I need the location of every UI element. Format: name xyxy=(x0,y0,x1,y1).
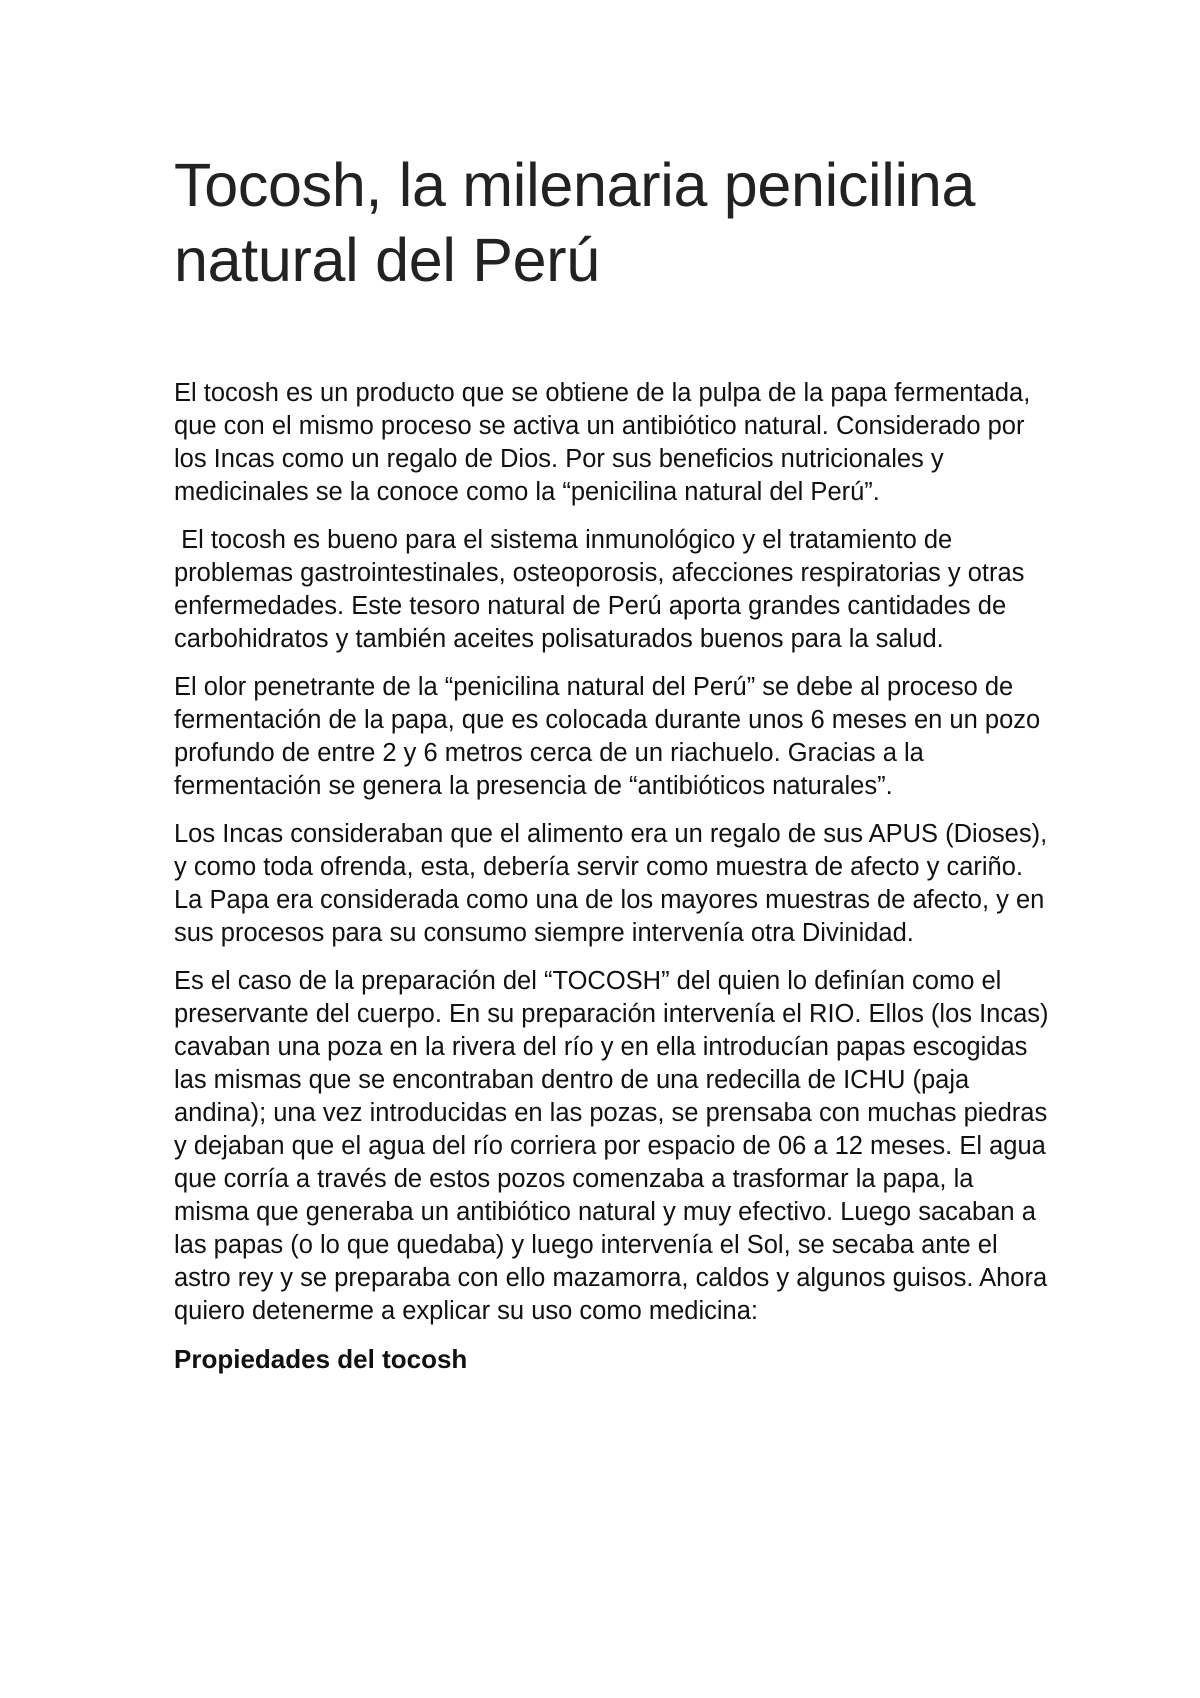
document-title: Tocosh, la milenaria penicilina natural del Perú xyxy=(174,151,976,294)
document-body xyxy=(174,148,1054,1376)
paragraph-incas: Los Incas consideraban que el alimento era un regalo de sus APUS (Dioses), y como toda ofrenda, esta, debería servir como muestra de afecto y cariño. La Papa era considerada como una de los mayores muestras de afecto, y en sus procesos para su consumo siempre intervenía otra Divinidad. xyxy=(174,820,1055,947)
paragraph-intro: El tocosh es un producto que se obtiene de la pulpa de la papa fermentada, que con el mismo proceso se activa un antibiótico natural. Considerado por los Incas como un regalo de Dios. Por sus beneficios nutricionales y medicinales se la conoce como la “penicilina natural del Perú”. xyxy=(174,379,1038,506)
paragraph-health-benefits: El tocosh es bueno para el sistema inmunológico y el tratamiento de problemas gastrointestinales, osteoporosis, afecciones respiratorias y otras enfermedades. Este tesoro natural de Perú aporta grandes cantidades de carbohidratos y también aceites polisaturados buenos para la salud. xyxy=(174,526,1032,653)
section-heading-properties: Propiedades del tocosh xyxy=(174,1344,468,1374)
paragraph-fermentation: El olor penetrante de la “penicilina natural del Perú” se debe al proceso de fermentación de la papa, que es colocada durante unos 6 meses en un pozo profundo de entre 2 y 6 metros cerca de un riachuelo. Gracias a la fermentación se genera la presencia de “antibióticos naturales”. xyxy=(174,673,1048,800)
paragraph-preparation: Es el caso de la preparación del “TOCOSH” del quien lo definían como el preservante del cuerpo. En su preparación intervenía el RIO. Ellos (los Incas) cavaban una poza en la rivera del río y en ella introducían papas escogidas las mismas que se encontraban dentro de una redecilla de ICHU (paja andina); una vez introducidas en las pozas, se prensaba con muchas piedras y dejaban que el agua del río corriera por espacio de 06 a 12 meses. El agua que corría a través de estos pozos comenzaba a trasformar la papa, la misma que generaba un antibiótico natural y muy efectivo. Luego sacaban a las papas (o lo que quedaba) y luego intervenía el Sol, se secaba ante el astro rey y se preparaba con ello mazamorra, caldos y algunos guisos. Ahora quiero detenerme a explicar su uso como medicina: xyxy=(174,967,1056,1325)
